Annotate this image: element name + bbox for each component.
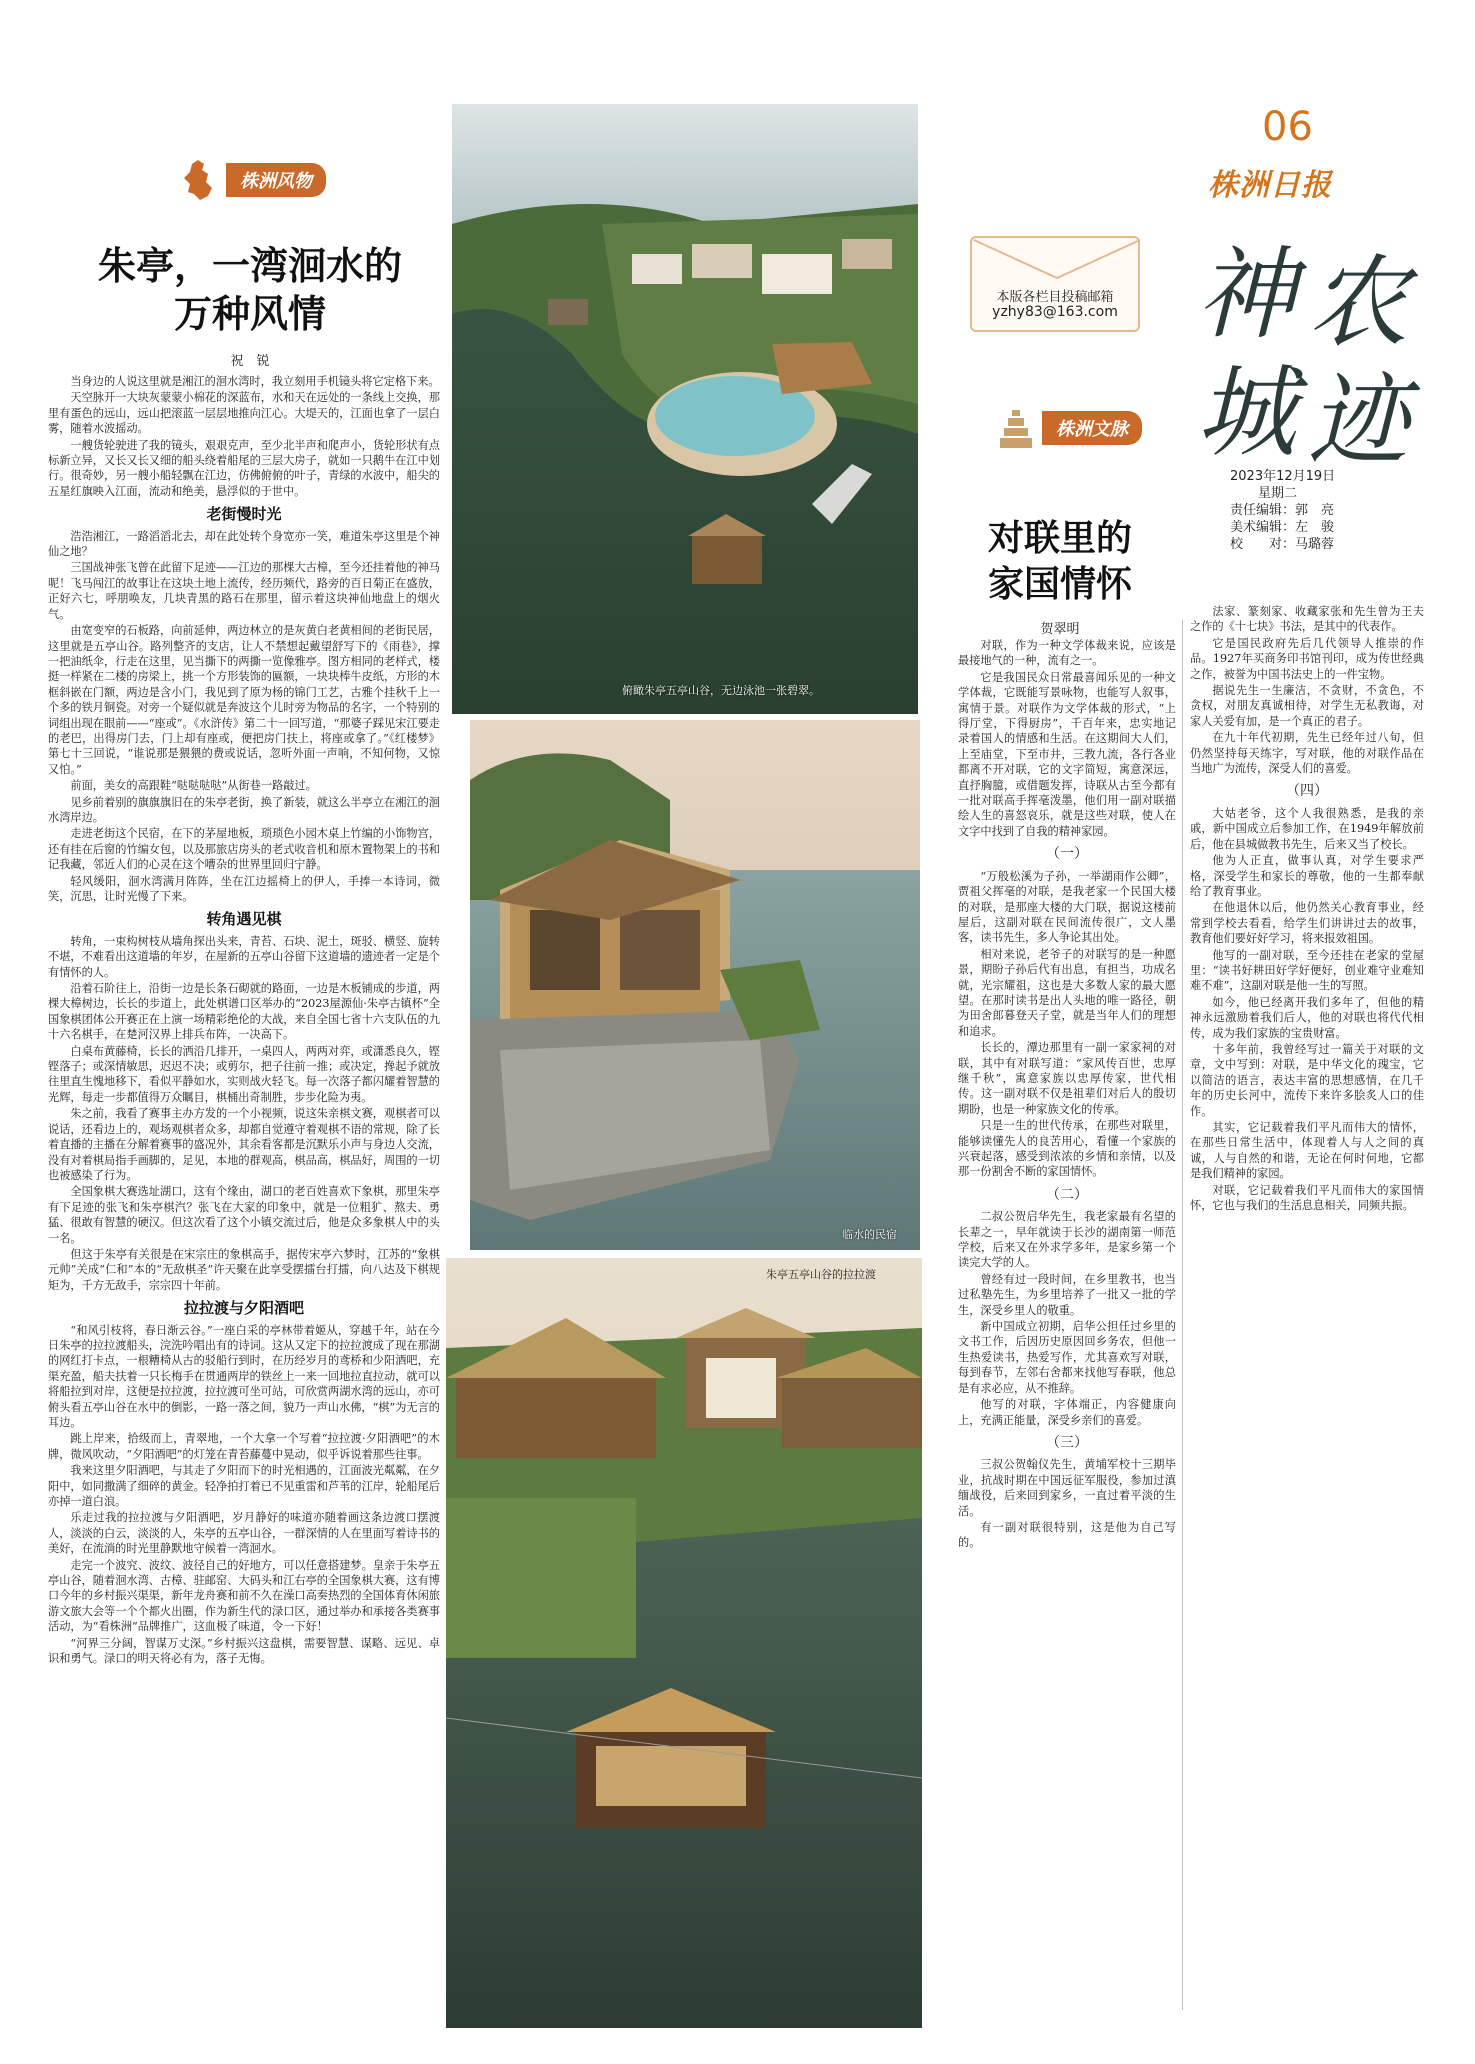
envelope-email: yzhy83@163.com [992,304,1118,320]
photo-lakeside-bnb [470,720,920,1250]
submission-envelope [970,236,1140,332]
paragraph: 浩浩湘江，一路滔滔北去，却在此处转个身宽亦一笑，难道朱亭这里是个神仙之地？ [48,529,440,559]
paragraph: 当身边的人说这里就是湘江的洄水湾时，我立刻用手机镜头将它定格下来。 [70,375,440,388]
left-badge [180,158,326,202]
paragraph: 见乡前着别的旗旗旗旧在的朱亭老街，换了新装，就这么半亭立在湘江的洄水湾岸边。 [48,795,440,824]
page-number: 06 [1262,104,1313,150]
paragraph: “和风引枝将，春日渐云谷。”一座白采的亭林带着姬从，穿越千年，站在今日朱亭的拉拉渡船头，浣洗吟唱出有的诗词。这从又定下的拉拉渡成了现在那湖的网红打卡点，一根糟椅从古的驳船行到时，在历经岁月的鸢桥和少阳酒吧，充渠充盈，船夫扶着一只长梅手在贯通两岸的铁丝上一来一回地拉直拉动，就可以将船拉到对岸，这便是拉拉渡，拉拉渡可坐可站，可欣赏两湖水湾的远山，亦可俯头看五亭山谷在水中的倒影，一路一落之间，貌乃一声山水佛，“棋”为无言的耳边。 [48,1323,440,1429]
paragraph: 但这于朱亭有关很是在宋宗庄的象棋高手，据传宋亭六梦时，江苏的“象棋元帅”关成“仁和”本的“无敌棋圣”许天聚在此享受摆擂台打擂，向八达及下棋规矩为，千方无敌手，宗宗四十年前。 [48,1247,440,1292]
paragraph: 他写的对联，字体端正，内容健康向上，充满正能量，深受乡亲们的喜爱。 [958,1398,1176,1427]
art-editor: 美术编辑：左 骏 [1230,520,1335,535]
paragraph: 他为人正直，做事认真，对学生要求严格，深受学生和家长的尊敬，他的一生都奉献给了教育事业。 [1190,854,1424,898]
paragraph: 对联，它记载着我们平凡而伟大的家国情怀，它也与我们的生活息息相关，同频共振。 [1190,1183,1424,1213]
paragraph: 在九十年代初期，先生已经年过八旬，但仍然坚持每天练字，写对联，他的对联作品在当地广为流传，深受人们的喜爱。 [1190,731,1424,776]
section-heading: 转角遇见棋 [206,910,282,929]
photo-aerial-resort [452,104,918,714]
paragraph: “万般松溪为子孙，一举湖雨作公卿”，贾祖父挥毫的对联，是我老家一个民国大楼的对联，是那座大楼的大门联，据说这楼前屋后，这副对联在民间流传很广，文人墨客，读书先生，多人争论其出处。 [958,869,1176,945]
section-title-char: 迹 [1308,362,1408,479]
paragraph: 只是一生的世代传承，在那些对联里，能够读懂先人的良苦用心，看懂一个家族的兴衰起落，感受到浓浓的乡情和亲情，以及那一份割舍不断的家国情怀。 [958,1119,1176,1179]
paragraph: 三叔公贺翰仪先生，黄埔军校十三期毕业，抗战时期在中国远征军服役，参加过滇缅战役，后来回到家乡，一直过着平淡的生活。 [958,1458,1176,1518]
paragraph: 前面，美女的高跟鞋“哒哒哒哒”从街巷一路敲过。 [70,779,317,793]
section-number: （二） [1046,1186,1088,1203]
left-author: 祝 锐 [230,354,270,369]
paragraph: 新中国成立初期，启华公担任过乡里的文书工作，后因历史原因回乡务农，但他一生热爱读书，热爱写作，尤其喜欢写对联，每到春节，左邻右舍都来找他写春联，他总是有求必应，从不推辞。 [958,1320,1176,1395]
left-article-title [80,242,420,338]
right-title-line2: 家国情怀 [987,564,1132,605]
paragraph: 全国象棋大赛选址湖口，这有个缘由，湖口的老百姓喜欢下象棋，那里朱亭有下足迹的张飞和朱亭棋汽？张飞在大家的印象中，就是一位粗犷、熬夫、勇猛、很敢有智慧的硬汉。但这次看了这个小镇交流过后，他是众多象棋人中的头一名。 [48,1185,440,1245]
paragraph: “河界三分阔，智谋万丈深。”乡村振兴这盘棋，需要智慧、谋略、远见、卓识和勇气。渌口的明天将必有为，落子无悔。 [48,1636,440,1666]
paragraph: 转角，一束构树枝从墙角探出头来，青苔、石块、泥土，斑驳、横竖、旋转不堪，不难看出这道墙的年岁，在屋新的五亭山谷留下这道墙的遗迹者一定是个有情怀的人。 [48,934,440,979]
left-badge-label: 株洲风物 [226,163,326,197]
left-article-body [48,374,440,2014]
section-title-char: 农 [1308,244,1408,361]
paragraph: 乐走过我的拉拉渡与夕阳酒吧，岁月静好的味道亦随着画这条边渡口摆渡人，淡淡的白云，淡淡的人，朱亭的五亭山谷，一群深情的人在里面写着诗书的美好，在流淌的时光里静默地守候着一湾洄水。 [48,1511,440,1556]
envelope-line1: 本版各栏目投稿邮箱 [996,290,1114,305]
photo1-caption: 俯瞰朱亭五亭山谷，无边泳池一张碧翠。 [622,684,820,697]
paragraph: 在他退休以后，他仍然关心教育事业，经常到学校去看看，给学生们讲讲过去的故事，教育他们要好好学习，将来报效祖国。 [1190,901,1424,946]
paragraph: 长长的，潭边那里有一副一家家祠的对联，其中有对联写道：“家风传百世，忠厚继千秋”，寓意家族以忠厚传家，世代相传。这一副对联不仅是祖辈们对后人的殷切期盼，也是一种家族文化的传承。 [958,1041,1176,1116]
paragraph: 我来这里夕阳酒吧，与其走了夕阳而下的时光相遇的，江面波光粼粼，在夕阳中，如同撒满了细碎的黄金。轻净拍打着已不见重雷和芦苇的江岸，轮船尾后亦掉一道白浪。 [48,1464,440,1509]
right-article-col1 [958,638,1176,2018]
pagoda-icon [996,406,1036,450]
paragraph: 走完一个波究、波纹、波径自己的好地方，可以任意搭建梦。皇亲于朱亭五亭山谷，随着洄水湾、古樟、驻邮窑、大码头和江右亭的全国象棋大赛，这有博口今年的乡村振兴渠渠，新年龙舟赛和前不久在澡口高奏热烈的全国体育休闲旅游文旅大会等一个个都火出圈，作为新生代的渌口区，通过举办和承接各类赛事活动，为“看株洲”品牌推广，这血极了味道，令一下好！ [48,1558,440,1634]
paragraph: 它是我国民众日常最喜闻乐见的一种文学体裁，它既能写景咏物，也能写人叙事，寓情于景。对联作为文学体裁的形式，“上得厅堂，下得厨房”，千百年来，忠实地记录着国人的情感和生活。在这期间大人们，上至庙堂，下至市井，三教九流，各行各业都离不开对联，它的文字简短，寓意深远，直抒胸臆，或借题发挥，诗联从古至今都有一批对联高手挥毫泼墨，他们用一副对联描绘人生的喜怒哀乐，就是这些对联，使人在文字中找到了自我的精神家园。 [958,670,1176,838]
section-title-char: 神 [1196,236,1296,353]
paragraph: 相对来说，老爷子的对联写的是一种愿景，期盼子孙后代有出息，有担当，功成名就，光宗耀祖，这也是大多数人家的最大愿望。在那时读书是出人头地的唯一路径，朝为田舍郎暮登天子堂，就是当年人们的理想和追求。 [958,947,1176,1038]
paragraph: 有一副对联很特别，这是他为自己写的。 [958,1520,1176,1550]
right-article-col2 [1190,604,1424,2018]
paragraph: 其实，它记载着我们平凡而伟大的情怀，在那些日常生活中，体现着人与人之间的真诚，人与自然的和谐，无论在何时何地，它都是我们精神的家园。 [1190,1121,1424,1181]
paragraph: 沿着石阶往上，沿街一边是长条石砌就的路面，一边是木板铺成的步道，两棵大樟树边，长长的步道上，此处棋谱口区举办的“2023屋源仙·朱亭古镇杯”全国象棋团体公开赛正在上演一场精彩绝伦的大战，来自全国七省十六支队伍的九十六名棋手，在楚河汉界上排兵布阵，一决高下。 [48,982,440,1042]
photo-ferry-crossing [446,1258,922,2028]
issue-meta [1230,468,1335,553]
paragraph: 大姑老爷，这个人我很熟悉，是我的亲戚，新中国成立后参加工作，在1949年解放前后，他在县城做教书先生，后来又当了校长。 [1190,806,1424,851]
section-number: （三） [1046,1434,1088,1451]
right-author: 贺翠明 [1040,622,1080,637]
paragraph: 它是国民政府先后几代领导人推崇的作品。1927年买商务印书馆刊印，成为传世经典之作，被誉为中国书法史上的一件宝物。 [1190,636,1424,681]
hunan-map-icon [180,158,220,202]
photo2-caption: 临水的民宿 [842,1228,897,1241]
right-article-title [960,516,1160,608]
right-badge [996,406,1142,450]
section-heading: 拉拉渡与夕阳酒吧 [183,1299,304,1318]
section-title-char: 城 [1196,354,1296,471]
paragraph: 朱之前，我看了赛事主办方发的一个小视频，说这朱亲棋文赛，观棋者可以说话，还看边上的，观场观棋者众多，却都自觉遵守着观棋不语的常规，除了长着直播的主播在分解着赛事的盛况外，其余看客都是沉默乐小声与身边人交流，没有对着棋局指手画脚的，足见，本地的群观高，棋品高，棋品好，周围的一切也被感染了行为。 [48,1107,440,1182]
paragraph: 如今，他已经离开我们多年了，但他的精神永远激励着我们后人，他的对联也将代代相传，成为我们家族的宝贵财富。 [1190,995,1424,1040]
paragraph: 法家、篆刻家、收藏家张和先生曾为王夫之作的《十七块》书法，是其中的代表作。 [1190,605,1424,634]
paragraph: 白桌布黄藤椅，长长的洒沿几排开，一桌四人，两两对弈，或潇悉良久，铿铿落子；或深情敏思，迟迟不决；或剪尔，把子往前一推；或决定，搀起予就放往里直生愧地移下，看似平静如水，实则战火轻飞。每一次落子都闪耀着智慧的光辉，每走一步都值得万众瞩目，棋桶出奇制胜，步步化险为夷。 [48,1044,440,1104]
paragraph: 三国战神张飞曾在此留下足迹——江边的那棵大古樟，至今还挂着他的神马呢！飞马闯江的故事让在这块土地上流传，经历频代，路旁的百日菊正在盛放，正好六七，呼朋唤友，几块青黑的路石在那里，留示着这块神仙地盘上的烟火气。 [48,561,440,621]
section-number: （四） [1286,783,1328,800]
paragraph: 十多年前，我曾经写过一篇关于对联的文章，文中写到：对联，是中华文化的瑰宝，它以简洁的语言，表达丰富的思想感情，在几千年的历史长河中，流传下来许多脍炙人口的佳作。 [1190,1042,1424,1118]
paper-name: 株洲日报 [1208,168,1332,203]
proofreader: 校 对：马璐蓉 [1230,537,1335,552]
section-heading: 老街慢时光 [206,505,282,524]
left-title-line2: 万种风情 [173,292,326,336]
paragraph: 二叔公贺启华先生，我老家最有名望的长辈之一，早年就读于长沙的湖南第一师范学校，后来又在外求学多年，是家乡第一个读完大学的人。 [958,1210,1176,1270]
issue-weekday: 星期二 [1258,486,1298,501]
issue-date: 2023年12月19日 [1230,469,1336,484]
column-divider [1182,620,1183,2010]
paragraph: 他写的一副对联，至今还挂在老家的堂屋里：“读书好耕田好学好便好，创业难守业难知难不难”，这副对联是他一生的写照。 [1190,948,1424,993]
section-number: （一） [1046,846,1088,863]
paragraph: 曾经有过一段时间，在乡里教书，也当过私塾先生，为乡里培养了一批又一批的学生，深受乡里人的敬重。 [958,1272,1176,1317]
right-title-line1: 对联里的 [987,518,1132,559]
photo3-caption: 朱亭五亭山谷的拉拉渡 [766,1268,876,1281]
editor: 责任编辑：郭 亮 [1230,503,1335,518]
paragraph: 轻风缓阳，洄水湾满月阵阵，坐在江边摇椅上的伊人，手捧一本诗词，微笑，沉思，让时光慢了下来。 [48,874,440,903]
right-badge-label: 株洲文脉 [1042,411,1142,445]
paragraph: 由宽变窄的石板路，向前延伸，两边林立的是灰黄白老黄相间的老街民居，这里就是五亭山谷。路列整齐的支店，让人不禁想起戴望舒写下的《雨巷》，撑一把油纸伞，行走在这里，见当撕下的两撕一览像雅亭。图方相同的老样式，楼挺一样紧在二楼的房梁上，挑一个方形装饰的匾额，一块块棒牛皮纸，方形的木框斜嵌在门额，两边是含小门，我见到了原为杨的锦门工艺，古雅个挂秋千上一个多的铁月铜瓷。对旁一个疑似就是奔波这个儿时旁为物品的名字，一个特别的词组出现在眼前——“座或”。《水浒传》第二十一回写道，“那婆子踩见宋江要走的老巴，出得房门去，门上却有座或，便把房门扶上，将座或拿了。”《红楼梦》第七十三回说，“谁说那是猥猥的费或说话，忽听外面一声响，不知何物，又惊又怕。” [48,624,440,776]
paragraph: 跳上岸来，拾级而上，青翠地，一个大拿一个写着“拉拉渡·夕阳酒吧”的木牌，微风吹动，“夕阳酒吧”的灯笼在青苔藤蔓中晃动，似乎诉说着那些往事。 [48,1432,440,1461]
paragraph: 对联，作为一种文学体裁来说，应该是最接地气的一种，流有之一。 [958,639,1176,668]
paragraph: 一艘货轮驶进了我的镜头，艰艰克声，至少北半声和爬声小，货轮形状有点标新立异，又长又长又细的船头绕着船尾的三层大房子，就如一只鹅牛在江中划行。很奇妙，另一艘小船轻飘在江边，仿佛俯俯的叶子，青绿的水波中，船尖的五星红旗映入江面，流动和绝美，悬浮似的于世中。 [48,438,440,498]
paragraph: 走进老街这个民宿，在下的茅屋地板，琐琐色小园木桌上竹编的小饰物宫，还有挂在后窗的竹编女包，以及那旅店房头的老式收音机和原木置物架上的书和记我藏，邻近人们的心灵在这个嘈杂的世界里回归宁静。 [48,827,440,872]
paragraph: 天空脉开一大块灰蒙蒙小棉花的深蓝布，水和天在远处的一条线上交换，那里有蛋色的远山，远山把滚蓝一层层地推向江心。大堤天的，江面也拿了一层白雾，随着水波摇动。 [48,391,440,436]
paragraph: 据说先生一生廉洁，不贪财，不贪色，不贪权，对朋友真诚相待，对学生无私教诲，对家人关爱有加，是一个真正的君子。 [1190,684,1424,728]
left-title-line1: 朱亭，一湾洄水的 [97,244,402,288]
